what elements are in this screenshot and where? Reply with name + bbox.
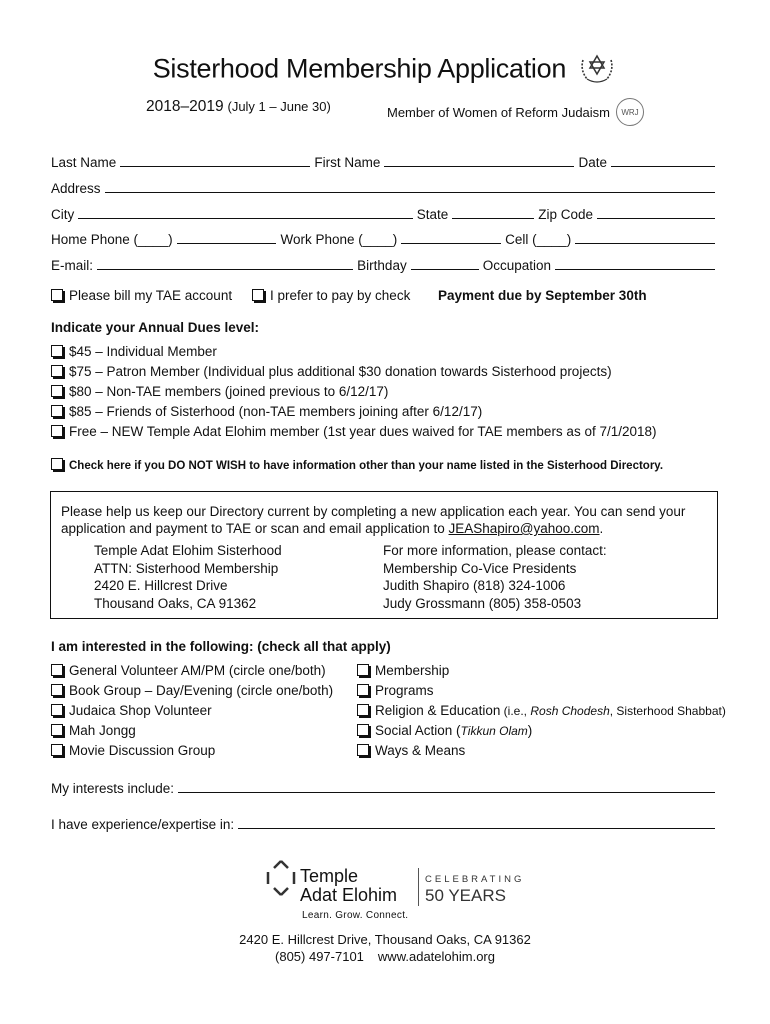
interest-label: Mah Jongg — [69, 723, 136, 738]
experience-label: I have experience/expertise in: — [51, 817, 235, 832]
interest-programs[interactable] — [357, 683, 434, 698]
contact-line: For more information, please contact: — [383, 543, 607, 558]
star-of-david-icon — [577, 52, 617, 86]
dues-option-free[interactable] — [51, 424, 657, 439]
bill-tae-option[interactable] — [51, 288, 232, 303]
interest-label: Religion & Education — [375, 703, 501, 718]
state-label: State — [416, 207, 449, 222]
directory-opt-out[interactable] — [51, 458, 663, 472]
interest-ways-means[interactable] — [357, 743, 465, 758]
interest-note: , Sisterhood Shabbat) — [609, 704, 726, 718]
interest-label: Membership — [375, 663, 450, 678]
dues-label: $80 – Non-TAE members (joined previous to 6/12/17) — [69, 384, 389, 399]
bill-tae-label: Please bill my TAE account — [69, 288, 233, 303]
checkbox-icon[interactable] — [51, 458, 63, 470]
my-interests-field[interactable] — [178, 792, 715, 793]
info-box — [50, 491, 718, 619]
checkbox-icon[interactable] — [51, 704, 63, 716]
checkbox-icon[interactable] — [51, 289, 63, 301]
temple-star-icon — [266, 860, 296, 896]
footer-contact — [0, 948, 770, 965]
form-title — [0, 52, 770, 86]
email-row — [51, 255, 719, 273]
zip-field[interactable] — [597, 218, 715, 219]
footer-address: 2420 E. Hillcrest Drive, Thousand Oaks, CA 91362 — [239, 932, 531, 947]
birthday-field[interactable] — [411, 269, 479, 270]
dues-label: $75 – Patron Member (Individual plus additional $30 donation towards Sisterhood projects) — [69, 364, 612, 379]
my-interests-row — [51, 778, 719, 796]
interest-movie-group[interactable] — [51, 743, 215, 758]
last-name-field[interactable] — [120, 166, 310, 167]
interest-label: General Volunteer AM/PM (circle one/both) — [69, 663, 326, 678]
date-label: Date — [578, 155, 608, 170]
my-interests-label: My interests include: — [51, 781, 175, 796]
logo-line: Adat Elohim — [300, 885, 398, 905]
dues-label: $45 – Individual Member — [69, 344, 217, 359]
interest-label: ) — [527, 723, 533, 738]
interest-membership[interactable] — [357, 663, 449, 678]
pay-check-option[interactable] — [252, 288, 410, 303]
contact-line: Judith Shapiro (818) 324-1006 — [383, 578, 566, 593]
address-line: Temple Adat Elohim Sisterhood — [94, 543, 282, 558]
footer-website[interactable]: www.adatelohim.org — [377, 949, 495, 964]
email-label: E-mail: — [51, 258, 94, 273]
dues-option-75[interactable] — [51, 364, 612, 379]
wrj-membership — [387, 98, 644, 126]
contact-info — [383, 542, 607, 612]
checkbox-icon[interactable] — [252, 289, 264, 301]
interest-note-italic: Rosh Chodesh — [530, 704, 610, 718]
logo-tagline: Learn. Grow. Connect. — [302, 910, 409, 921]
address-row — [51, 178, 719, 196]
city-row — [51, 204, 719, 222]
dues-label: Free – NEW Temple Adat Elohim member (1st year dues waived for TAE members as of 7/1/2018) — [69, 424, 657, 439]
checkbox-icon[interactable] — [51, 664, 63, 676]
interest-label: Movie Discussion Group — [69, 743, 216, 758]
work-phone-label: Work Phone (____) — [280, 232, 398, 247]
interest-note-italic: Tikkun Olam — [460, 724, 528, 738]
year-range: (July 1 – June 30) — [227, 99, 331, 114]
membership-year — [146, 98, 331, 116]
opt-out-label: Check here if you DO NOT WISH to have information other than your name listed in the Sisterhood Directory. — [69, 460, 664, 472]
interest-label: Social Action ( — [375, 723, 461, 738]
address-line: 2420 E. Hillcrest Drive — [94, 578, 228, 593]
email-field[interactable] — [97, 269, 353, 270]
checkbox-icon[interactable] — [357, 724, 369, 736]
checkbox-icon[interactable] — [357, 744, 369, 756]
wrj-logo: WRJ — [616, 98, 644, 126]
checkbox-icon[interactable] — [51, 405, 63, 417]
dues-option-45[interactable] — [51, 344, 217, 359]
work-phone-field[interactable] — [401, 243, 501, 244]
phone-row — [51, 229, 719, 247]
dues-option-85[interactable] — [51, 404, 482, 419]
city-field[interactable] — [78, 218, 412, 219]
checkbox-icon[interactable] — [51, 345, 63, 357]
dues-heading: Indicate your Annual Dues level: — [51, 320, 260, 335]
occupation-field[interactable] — [555, 269, 715, 270]
interest-judaica-shop[interactable] — [51, 703, 212, 718]
celebrating-text: CELEBRATING — [425, 874, 525, 885]
payment-due: Payment due by September 30th — [438, 288, 647, 303]
dues-option-80[interactable] — [51, 384, 388, 399]
interest-label: Programs — [375, 683, 434, 698]
address-field[interactable] — [105, 192, 715, 193]
interest-book-group[interactable] — [51, 683, 333, 698]
dues-label: $85 – Friends of Sisterhood (non-TAE members joining after 6/12/17) — [69, 404, 483, 419]
checkbox-icon[interactable] — [51, 365, 63, 377]
address-line: Thousand Oaks, CA 91362 — [94, 595, 257, 611]
home-phone-label: Home Phone (____) — [51, 232, 173, 247]
interest-social-action[interactable] — [357, 723, 532, 738]
cell-field[interactable] — [575, 243, 715, 244]
checkbox-icon[interactable] — [51, 425, 63, 437]
birthday-label: Birthday — [357, 258, 407, 273]
logo-line: Temple — [300, 866, 359, 886]
experience-field[interactable] — [238, 828, 715, 829]
contact-line: Membership Co-Vice Presidents — [383, 560, 577, 576]
wrj-text: Member of Women of Reform Judaism — [387, 104, 610, 120]
checkbox-icon[interactable] — [51, 744, 63, 756]
temple-logo-text — [300, 867, 397, 905]
logo-divider — [418, 868, 419, 906]
checkbox-icon[interactable] — [357, 684, 369, 696]
interests-heading: I am interested in the following: (check all that apply) — [51, 639, 391, 654]
checkbox-icon[interactable] — [51, 724, 63, 736]
state-field[interactable] — [452, 218, 534, 219]
occupation-label: Occupation — [482, 258, 551, 273]
interest-religion-education[interactable] — [357, 703, 726, 718]
mailing-address — [94, 542, 282, 612]
address-label: Address — [51, 181, 101, 196]
name-row — [51, 152, 719, 170]
interest-label: Ways & Means — [375, 743, 466, 758]
checkbox-icon[interactable] — [357, 704, 369, 716]
address-line: ATTN: Sisterhood Membership — [94, 560, 279, 576]
checkbox-icon[interactable] — [51, 385, 63, 397]
contact-email-link[interactable]: JEAShapiro@yahoo.com — [448, 521, 600, 536]
checkbox-icon[interactable] — [51, 684, 63, 696]
checkbox-icon[interactable] — [357, 664, 369, 676]
years-text: 50 YEARS — [425, 886, 506, 905]
city-label: City — [51, 207, 75, 222]
interest-general-volunteer[interactable] — [51, 663, 326, 678]
footer — [0, 931, 770, 965]
last-name-label: Last Name — [51, 155, 117, 170]
year-text: 2018–2019 — [146, 98, 224, 115]
date-field[interactable] — [611, 166, 715, 167]
interest-note: (i.e., — [500, 704, 531, 718]
experience-row — [51, 814, 719, 832]
footer-phone: (805) 497-7101 — [275, 949, 364, 964]
zip-label: Zip Code — [538, 207, 593, 222]
first-name-label: First Name — [314, 155, 381, 170]
home-phone-field[interactable] — [177, 243, 277, 244]
contact-line: Judy Grossmann (805) 358-0503 — [383, 595, 582, 611]
info-intro: Please help us keep our Directory current by completing a new application each year. You can send your application and payment to TAE or scan and email application to JEAShapiro@yahoo.com. — [61, 504, 686, 536]
cell-label: Cell (____) — [505, 232, 572, 247]
interest-mah-jongg[interactable] — [51, 723, 136, 738]
interest-label: Judaica Shop Volunteer — [69, 703, 212, 718]
title-text: Sisterhood Membership Application — [152, 53, 567, 84]
pay-check-label: I prefer to pay by check — [270, 288, 411, 303]
first-name-field[interactable] — [384, 166, 574, 167]
interest-label: Book Group – Day/Evening (circle one/both) — [69, 683, 334, 698]
intro-text: Please help us keep our Directory current by completing a new application each year. You can send your application and payment to TAE or scan and email application to — [61, 504, 686, 536]
